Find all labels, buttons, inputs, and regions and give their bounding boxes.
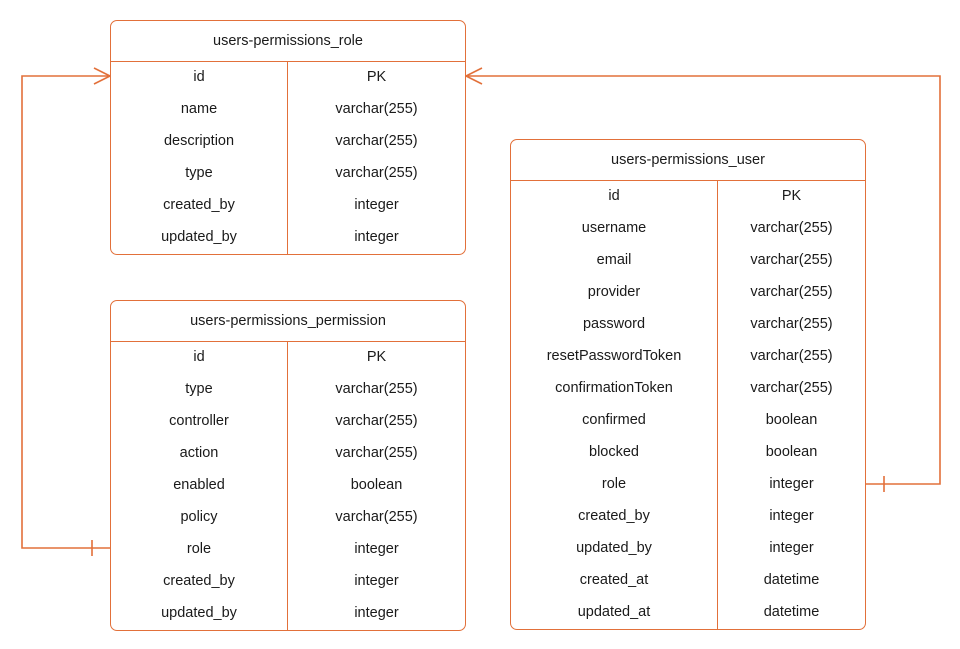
- column-name: id: [111, 342, 288, 374]
- entity-columns: [511, 181, 865, 629]
- table-row[interactable]: [511, 597, 865, 629]
- table-row[interactable]: [511, 309, 865, 341]
- table-row[interactable]: [111, 534, 465, 566]
- table-row[interactable]: [111, 374, 465, 406]
- table-row[interactable]: [111, 158, 465, 190]
- column-name: role: [511, 469, 718, 501]
- column-name: type: [111, 158, 288, 190]
- column-name: username: [511, 213, 718, 245]
- column-name: confirmed: [511, 405, 718, 437]
- column-name: email: [511, 245, 718, 277]
- column-type: integer: [769, 508, 814, 525]
- entity-columns: [111, 342, 465, 630]
- column-name: resetPasswordToken: [511, 341, 718, 373]
- column-name: updated_by: [111, 222, 288, 254]
- column-type: varchar(255): [335, 509, 418, 526]
- entity-title: users-permissions_role: [111, 21, 465, 62]
- column-type: integer: [354, 541, 399, 558]
- table-row[interactable]: [511, 277, 865, 309]
- table-row[interactable]: [511, 245, 865, 277]
- column-type: varchar(255): [335, 381, 418, 398]
- table-row[interactable]: [511, 437, 865, 469]
- column-type: integer: [769, 540, 814, 557]
- column-type: datetime: [763, 604, 820, 621]
- column-type: varchar(255): [750, 348, 833, 365]
- table-row[interactable]: [511, 501, 865, 533]
- entity-users-permissions_role[interactable]: [110, 20, 466, 255]
- column-name: updated_by: [111, 598, 288, 630]
- column-name: created_by: [111, 190, 288, 222]
- column-type: varchar(255): [335, 445, 418, 462]
- column-name: enabled: [111, 470, 288, 502]
- table-row[interactable]: [111, 126, 465, 158]
- column-name: id: [511, 181, 718, 213]
- column-name: created_at: [511, 565, 718, 597]
- entity-title: users-permissions_user: [511, 140, 865, 181]
- column-type: varchar(255): [750, 380, 833, 397]
- column-type: integer: [769, 476, 814, 493]
- table-row[interactable]: [111, 342, 465, 374]
- table-row[interactable]: [111, 470, 465, 502]
- column-name: type: [111, 374, 288, 406]
- table-row[interactable]: [511, 213, 865, 245]
- entity-columns: [111, 62, 465, 254]
- column-type: varchar(255): [335, 101, 418, 118]
- table-row[interactable]: [511, 565, 865, 597]
- table-row[interactable]: [511, 373, 865, 405]
- column-type: boolean: [765, 412, 818, 429]
- column-name: role: [111, 534, 288, 566]
- column-type: varchar(255): [750, 316, 833, 333]
- table-row[interactable]: [111, 62, 465, 94]
- column-type: PK: [781, 188, 802, 205]
- column-name: description: [111, 126, 288, 158]
- table-row[interactable]: [111, 94, 465, 126]
- column-type: PK: [366, 349, 387, 366]
- column-type: integer: [354, 229, 399, 246]
- column-type: integer: [354, 573, 399, 590]
- entity-users-permissions_permission[interactable]: [110, 300, 466, 631]
- entity-users-permissions_user[interactable]: [510, 139, 866, 630]
- column-name: confirmationToken: [511, 373, 718, 405]
- table-row[interactable]: [111, 438, 465, 470]
- table-row[interactable]: [111, 566, 465, 598]
- column-name: id: [111, 62, 288, 94]
- table-row[interactable]: [511, 533, 865, 565]
- table-row[interactable]: [111, 222, 465, 254]
- column-type: boolean: [765, 444, 818, 461]
- table-row[interactable]: [511, 341, 865, 373]
- entity-title: users-permissions_permission: [111, 301, 465, 342]
- column-type: PK: [366, 69, 387, 86]
- table-row[interactable]: [511, 181, 865, 213]
- column-name: created_by: [111, 566, 288, 598]
- table-row[interactable]: [111, 190, 465, 222]
- column-name: password: [511, 309, 718, 341]
- table-row[interactable]: [111, 406, 465, 438]
- column-type: varchar(255): [750, 284, 833, 301]
- column-type: varchar(255): [335, 165, 418, 182]
- column-name: policy: [111, 502, 288, 534]
- column-type: varchar(255): [750, 220, 833, 237]
- column-name: blocked: [511, 437, 718, 469]
- column-type: varchar(255): [750, 252, 833, 269]
- table-row[interactable]: [511, 405, 865, 437]
- column-type: datetime: [763, 572, 820, 589]
- column-name: provider: [511, 277, 718, 309]
- table-row[interactable]: [111, 598, 465, 630]
- column-name: updated_by: [511, 533, 718, 565]
- table-row[interactable]: [511, 469, 865, 501]
- column-name: name: [111, 94, 288, 126]
- table-row[interactable]: [111, 502, 465, 534]
- column-type: integer: [354, 197, 399, 214]
- column-name: created_by: [511, 501, 718, 533]
- column-name: controller: [111, 406, 288, 438]
- column-type: varchar(255): [335, 413, 418, 430]
- column-type: boolean: [350, 477, 403, 494]
- column-name: updated_at: [511, 597, 718, 629]
- column-type: integer: [354, 605, 399, 622]
- column-name: action: [111, 438, 288, 470]
- column-type: varchar(255): [335, 133, 418, 150]
